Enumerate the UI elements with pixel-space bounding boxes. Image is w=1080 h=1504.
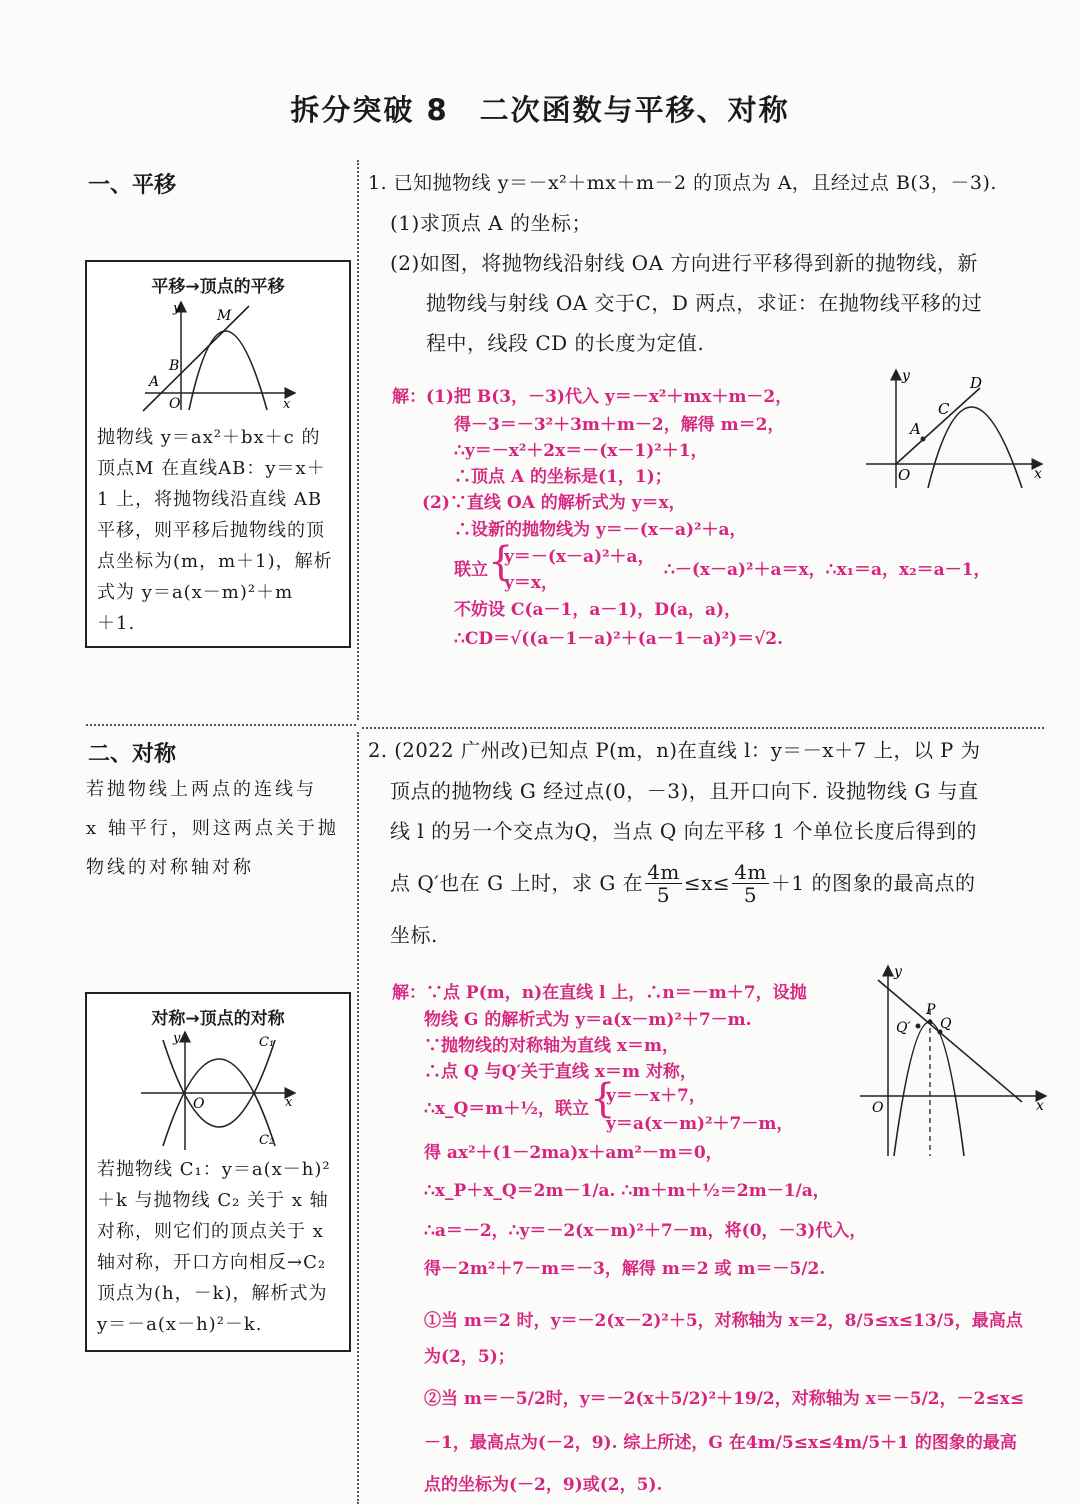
point-a-label: A	[910, 420, 921, 438]
system-brace: {	[488, 539, 514, 585]
solution-line: 得 ax²＋(1－2ma)x＋am²－m＝0，	[424, 1143, 723, 1163]
problem-2-line: 坐标.	[390, 923, 438, 947]
note-line: 若抛物线上两点的连线与	[86, 779, 317, 800]
page-title: 拆分突破 8 二次函数与平移、对称	[290, 93, 790, 127]
box-title: 平移→顶点的平移	[151, 277, 285, 297]
point-p-label: P	[926, 1002, 936, 1018]
solution-line: ∴y＝－x²＋2x＝－(x－1)²＋1，	[454, 441, 708, 461]
point-q-label: Q	[940, 1016, 952, 1032]
problem-2-text: 点 Q′也在 G 上时，求 G 在	[390, 871, 644, 895]
solution-line: ∴CD＝√((a－1－a)²＋(a－1－a)²)＝√2.	[454, 629, 784, 649]
parabola-c2	[163, 1040, 275, 1127]
solution-line: ∴点 Q 与Q′关于直线 x＝m 对称，	[424, 1062, 697, 1082]
solution-line: 得－3＝－3²＋3m＋m－2，解得 m＝2，	[454, 415, 785, 435]
point-b-label: B	[169, 358, 180, 374]
solution-line: ∴x_P＋x_Q＝2m－1/a. ∴m＋m＋½＝2m－1/a，	[424, 1181, 830, 1201]
translation-diagram	[137, 298, 307, 413]
solution-line: 联立	[454, 560, 488, 580]
translation-info-box	[85, 260, 351, 648]
point-d-label: D	[970, 374, 983, 392]
section-divider-left	[86, 724, 356, 726]
problem-1-line: 程中，线段 CD 的长度为定值.	[426, 331, 705, 355]
solution-line: ∴x_Q＝m＋½，联立	[424, 1099, 589, 1119]
problem-1-line: 1. 已知抛物线 y＝－x²＋mx＋m－2 的顶点为 A，且经过点 B(3，－3).	[368, 172, 997, 194]
solution-line: 不妨设 C(a－1，a－1)，D(a，a)，	[454, 600, 742, 620]
solution-line: y＝x，	[504, 573, 559, 593]
problem-1-statement	[368, 163, 1058, 363]
problem-1-graph	[860, 364, 1050, 494]
y-label: y	[902, 368, 910, 384]
solution-line: 物线 G 的解析式为 y＝a(x－m)²＋7－m.	[424, 1010, 752, 1030]
solution-line: ∴顶点 A 的坐标是(1，1)；	[454, 467, 672, 487]
line-l	[878, 980, 1022, 1102]
solution-line: 解：∵点 P(m，n)在直线 l 上，∴n＝－m＋7，设抛	[392, 983, 807, 1003]
solution-line: 得－2m²＋7－m＝－3，解得 m＝2 或 m＝－5/2.	[424, 1259, 826, 1279]
x-label: x	[1034, 466, 1042, 482]
solution-line: ∴－(x－a)²＋a＝x，∴x₁＝a，x₂＝a－1，	[664, 560, 991, 580]
problem-2-fraction-line	[368, 851, 1058, 915]
section-divider-right	[362, 727, 1044, 729]
box-line: 点坐标为(m，m＋1)，解析	[97, 551, 333, 572]
y-label: y	[894, 964, 902, 980]
box-line: 轴对称，开口方向相反→C₂	[97, 1252, 327, 1273]
problem-1-line: (1)求顶点 A 的坐标；	[390, 211, 592, 235]
problem-2-statement	[368, 731, 1058, 955]
c2-label: C₂	[259, 1133, 275, 1148]
c1-label: C₁	[259, 1035, 275, 1050]
symmetry-diagram	[135, 1028, 305, 1152]
fraction-num: 4m	[647, 859, 680, 884]
point-c-label: C	[938, 400, 950, 418]
solution-line: ∴a＝－2，∴y＝－2(x－m)²＋7－m，将(0，－3)代入，	[424, 1221, 867, 1241]
fraction-den: 5	[656, 882, 671, 907]
origin-label: O	[169, 396, 181, 412]
origin-label: O	[872, 1100, 884, 1116]
fraction-num: 4m	[734, 859, 767, 884]
line-ab	[143, 306, 249, 411]
problem-2-text: ≤x≤	[683, 871, 731, 895]
system-brace: {	[590, 1076, 616, 1122]
x-label: x	[285, 1095, 293, 1110]
box-line: 抛物线 y＝ax²＋bx＋c 的	[97, 427, 321, 448]
section-heading-symmetry: 二、对称	[88, 742, 177, 767]
y-label: y	[173, 1031, 181, 1046]
solution-line: ①当 m＝2 时，y＝－2(x－2)²＋5，对称轴为 x＝2，8/5≤x≤13/5，最高点	[424, 1311, 1023, 1331]
problem-1-solution	[392, 380, 991, 660]
box-line: y＝－a(x－h)²－k.	[97, 1314, 263, 1335]
solution-line: y＝－(x－a)²＋a，	[504, 547, 655, 567]
fraction-den: 5	[743, 882, 758, 907]
point-a	[921, 437, 926, 442]
box-line: 若抛物线 C₁：y＝a(x－h)²	[97, 1159, 331, 1180]
origin-label: O	[193, 1096, 205, 1112]
solution-line: －1，最高点为(－2，9). 综上所述，G 在4m/5≤x≤4m/5＋1 的图象的最高	[424, 1433, 1017, 1453]
solution-line: 为(2，5)；	[424, 1347, 515, 1367]
symmetry-info-box	[85, 992, 351, 1352]
solution-line: 解：(1)把 B(3，－3)代入 y＝－x²＋mx＋m－2，	[392, 387, 793, 407]
x-label: x	[1036, 1098, 1044, 1114]
problem-2-line: 顶点的抛物线 G 经过点(0，－3)，且开口向下. 设抛物线 G 与直	[390, 779, 979, 803]
solution-line: 点的坐标为(－2，9)或(2，5).	[424, 1475, 663, 1495]
x-label: x	[283, 397, 291, 412]
symmetry-note	[86, 770, 354, 887]
symmetry-box-text	[97, 1154, 342, 1340]
problem-2-line: 线 l 的另一个交点为Q，当点 Q 向左平移 1 个单位长度后得到的	[390, 819, 978, 843]
solution-line: (2)∵直线 OA 的解析式为 y＝x，	[422, 493, 686, 513]
origin-label: O	[898, 466, 911, 484]
box-line: ＋k 与抛物线 C₂ 关于 x 轴	[97, 1190, 329, 1211]
point-p	[928, 1020, 933, 1025]
box-line: 式为 y＝a(x－m)²＋m	[97, 582, 294, 603]
box-line: 1 上，将抛物线沿直线 AB	[97, 489, 323, 510]
point-m-label: M	[217, 308, 232, 324]
section-heading-translation: 一、平移	[88, 173, 177, 198]
problem-2-graph	[856, 960, 1052, 1160]
problem-2-text: ＋1 的图象的最高点的	[770, 871, 976, 895]
y-label: y	[173, 301, 181, 316]
problem-1-line: 抛物线与射线 OA 交于C，D 两点，求证：在抛物线平移的过	[426, 291, 983, 315]
solution-line: ∵抛物线的对称轴为直线 x＝m，	[424, 1036, 680, 1056]
box-line: 顶点M 在直线AB：y＝x＋	[97, 458, 326, 479]
parabola-g	[894, 1022, 964, 1156]
box-line: ＋1.	[97, 613, 136, 634]
parabola	[189, 331, 267, 410]
note-line: x 轴平行，则这两点关于抛	[86, 818, 339, 839]
solution-line: y＝－x＋7，	[606, 1086, 706, 1106]
point-q-prime-label: Q′	[896, 1020, 911, 1036]
problem-1-line: (2)如图，将抛物线沿射线 OA 方向进行平移得到新的抛物线，新	[390, 251, 978, 275]
solution-line: ②当 m＝－5/2时，y＝－2(x＋5/2)²＋19/2，对称轴为 x＝－5/2，－2≤x≤	[424, 1389, 1025, 1409]
note-line: 物线的对称轴对称	[86, 857, 254, 878]
box-line: 顶点为(h，－k)，解析式为	[97, 1283, 328, 1304]
box-title: 对称→顶点的对称	[151, 1009, 285, 1029]
fraction-4m-5	[732, 861, 769, 906]
problem-2-line: 2. (2022 广州改)已知点 P(m，n)在直线 l：y＝－x＋7 上，以 P 为	[368, 739, 981, 762]
box-line: 平移，则平移后抛物线的顶	[97, 520, 325, 541]
parabola	[928, 407, 1022, 488]
column-divider-top	[357, 160, 359, 720]
column-divider-bottom	[357, 732, 359, 1504]
point-q-prime	[916, 1024, 921, 1029]
fraction-4m-5	[645, 861, 682, 906]
point-a-label: A	[149, 374, 160, 390]
translation-box-text	[97, 422, 342, 639]
box-line: 对称，则它们的顶点关于 x	[97, 1221, 324, 1242]
solution-line: ∴设新的抛物线为 y＝－(x－a)²＋a，	[454, 520, 747, 540]
solution-line: y＝a(x－m)²＋7－m，	[606, 1114, 794, 1134]
